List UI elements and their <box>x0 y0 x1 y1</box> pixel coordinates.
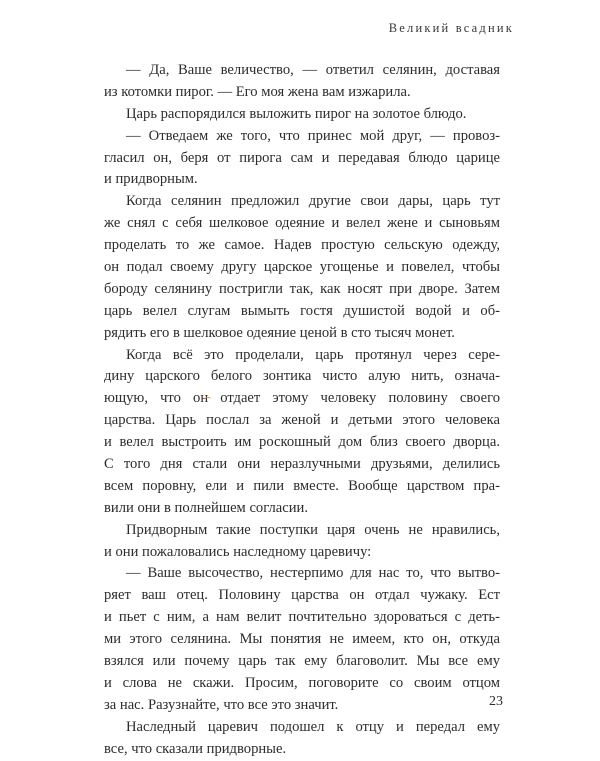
text-line: всем поровну, ели и пили вместе. Вообще царством пра- <box>104 477 500 494</box>
text-line: он подал своему другу царское угощенье и повелел, чтобы <box>104 259 500 276</box>
text-line: рядить его в шелковое одеяние ценой в сто тысяч монет. <box>104 324 455 341</box>
text-line: Царь распорядился выложить пирог на золотое блюдо. <box>126 105 467 122</box>
text-line: дину царского белого зонтика чисто алую нить, означа- <box>104 368 500 385</box>
text-line: же снял с себя шелковое одеяние и велел жене и сыновьям <box>104 215 500 232</box>
text-line: ми этого селянина. Мы понятия не имеем, кто он, откуда <box>104 631 500 648</box>
text-line: Когда всё это проделали, царь протянул через сере- <box>126 346 500 363</box>
page-number: 23 <box>489 694 503 709</box>
highlight-mark <box>205 397 211 401</box>
body-text <box>104 60 500 761</box>
text-line: Когда селянин предложил другие свои дары, царь тут <box>126 193 500 210</box>
text-line: ряет ваш отец. Половину царства он отдал чужаку. Ест <box>104 587 500 604</box>
text-line: царь велел слугам вымыть гостя душистой водой и об- <box>104 302 500 319</box>
text-line: и они пожаловались наследному царевичу: <box>104 543 372 560</box>
text-line: и слова не скажи. Просим, поговорите со своим отцом <box>104 674 500 691</box>
text-line: бороду селянину постригли так, как носят при дворе. Затем <box>104 280 500 297</box>
text-line: за нас. Разузнайте, что все это значит. <box>104 696 339 713</box>
text-line: Придворным такие поступки царя очень не нравились, <box>126 521 500 538</box>
text-line: и придворным. <box>104 171 198 188</box>
text-line: из котомки пирог. — Его моя жена вам изжарила. <box>104 83 411 100</box>
text-line: взялся или почему царь так ему благоволит. Мы все ему <box>104 653 500 670</box>
running-header: Великий всадник <box>388 21 514 35</box>
text-line: все, что сказали придворные. <box>104 740 287 757</box>
text-line: царства. Царь послал за женой и детьми этого человека <box>104 412 500 429</box>
text-line: ющую, что он отдает этому человеку половину своего <box>104 390 500 407</box>
text-line: проделать то же самое. Надев простую сельскую одежду, <box>104 237 500 254</box>
text-line: вили они в полнейшем согласии. <box>104 499 308 516</box>
text-line: — Да, Ваше величество, — ответил селянин, доставая <box>126 62 500 78</box>
text-line: и пьет с ним, а нам велит почтительно здороваться с деть- <box>104 609 500 626</box>
text-line: С того дня стали они неразлучными друзьями, делились <box>104 456 500 473</box>
text-line: — Ваше высочество, нестерпимо для нас то, что вытво- <box>126 565 500 582</box>
text-line: Наследный царевич подошел к отцу и передал ему <box>126 718 500 735</box>
text-line: гласил он, беря от пирога сам и передавая блюдо царице <box>104 149 500 166</box>
text-line: и велел выстроить им роскошный дом близ своего дворца. <box>104 434 500 451</box>
text-line: — Отведаем же того, что принес мой друг, — провоз- <box>126 127 500 144</box>
